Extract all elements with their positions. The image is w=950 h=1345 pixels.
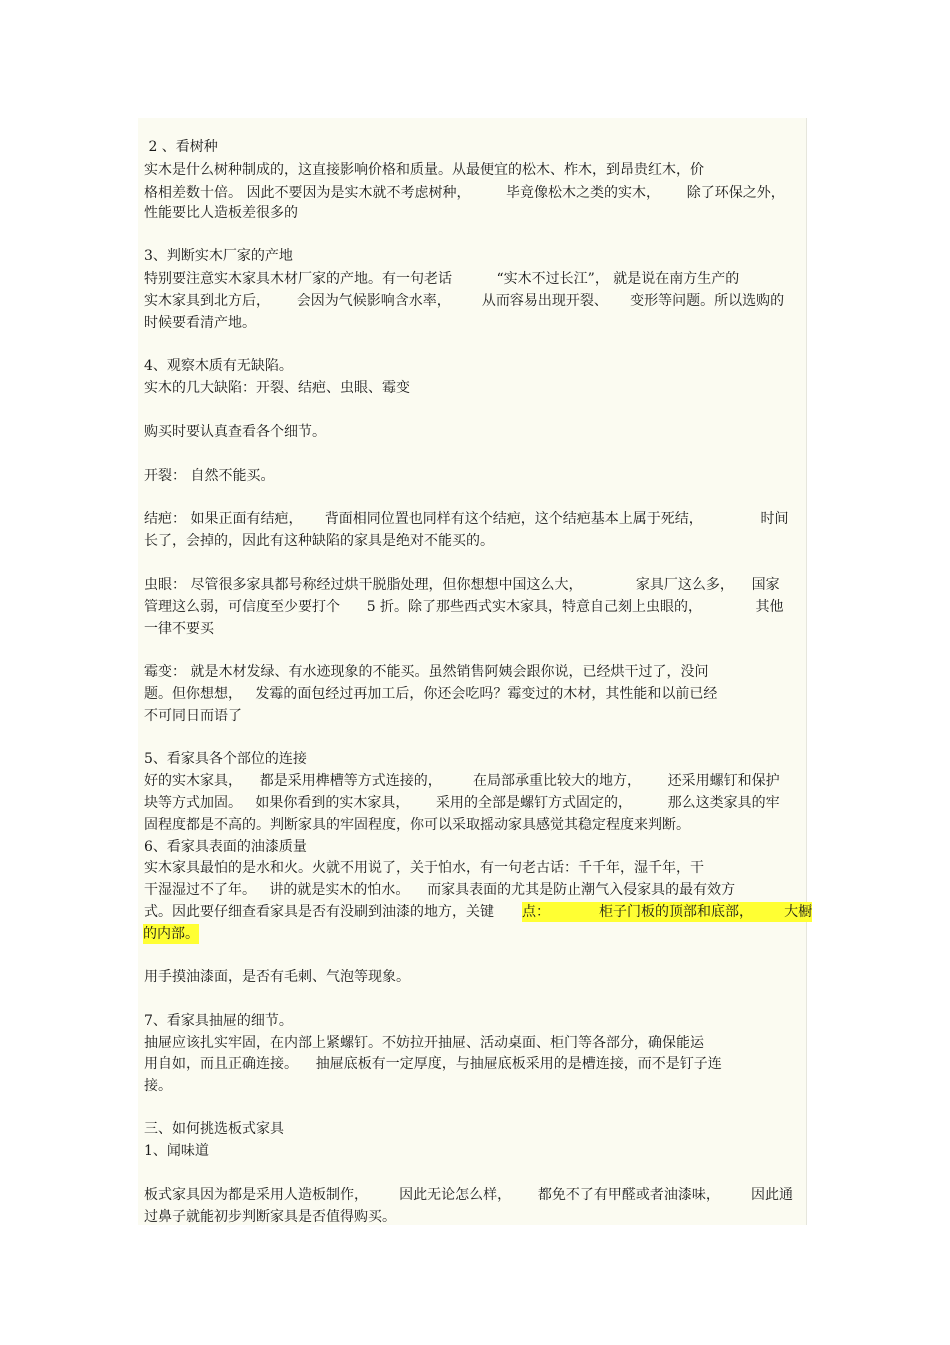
text-line: 1、闻味道 (144, 1143, 209, 1159)
highlighted-text: 点： 柜子门板的顶部和底部， 大橱 (522, 904, 813, 920)
text-line: 开裂： 自然不能买。 (144, 468, 275, 484)
text-line: 霉变： 就是木材发绿、有水迹现象的不能买。虽然销售阿姨会跟你说，已经烘干过了，没问 (144, 664, 709, 680)
text-line: 用自如，而且正确连接。 抽屉底板有一定厚度，与抽屉底板采用的是槽连接，而不是钉子连 (144, 1056, 722, 1072)
text-line: 特别要注意实木家具木材厂家的产地。有一句老话 “实木不过长江”， 就是说在南方生产的 (144, 271, 740, 287)
text-line: 性能要比人造板差很多的 (144, 205, 298, 221)
text-line: 时候要看清产地。 (144, 315, 256, 331)
text-line: 好的实木家具， 都是采用榫槽等方式连接的， 在局部承重比较大的地方， 还采用螺钉和保护 (144, 773, 780, 789)
text-line: 7、看家具抽屉的细节。 (144, 1013, 293, 1029)
text-line: 管理这么弱，可信度至少要打个 5 折。除了那些西式实木家具，特意自己刻上虫眼的， 其他 (144, 599, 784, 615)
text-line: 用手摸油漆面，是否有毛刺、气泡等现象。 (144, 969, 410, 985)
text-line: 三、如何挑选板式家具 (144, 1121, 284, 1137)
text-line: 实木家具最怕的是水和火。火就不用说了，关于怕水，有一句老古话：千千年，湿千年，干 (144, 860, 704, 876)
text-line: 实木家具到北方后， 会因为气候影响含水率， 从而容易出现开裂、 变形等问题。所以选购的 (144, 293, 785, 309)
text-line: 一律不要买 (144, 621, 214, 637)
text-line: 板式家具因为都是采用人造板制作， 因此无论怎么样， 都免不了有甲醛或者油漆味， 因此通 (144, 1187, 794, 1203)
text-line: 格相差数十倍。 因此不要因为是实木就不考虑树种， 毕竟像松木之类的实木， 除了环保之外， (144, 185, 785, 201)
text-line: 结疤： 如果正面有结疤， 背面相同位置也同样有这个结疤，这个结疤基本上属于死结， 时间 (144, 511, 789, 527)
text-line: 块等方式加固。 如果你看到的实木家具， 采用的全部是螺钉方式固定的， 那么这类家具的牢 (144, 795, 780, 811)
text-line: 接。 (144, 1078, 172, 1094)
text-line: 题。但你想想， 发霉的面包经过再加工后，你还会吃吗？霉变过的木材，其性能和以前已经 (144, 686, 718, 702)
text-line: 购买时要认真查看各个细节。 (144, 424, 326, 440)
text-line: 4、观察木质有无缺陷。 (144, 358, 293, 374)
text-line: 3、判断实木厂家的产地 (144, 248, 293, 264)
text-line: 固程度都是不高的。判断家具的牢固程度，你可以采取摇动家具感觉其稳定程度来判断。 (144, 817, 690, 833)
text-line: 不可同日而语了 (144, 708, 242, 724)
text-line: 抽屉应该扎实牢固，在内部上紧螺钉。不妨拉开抽屉、活动桌面、柜门等各部分，确保能运 (144, 1035, 704, 1051)
text-line: 长了，会掉的，因此有这种缺陷的家具是绝对不能买的。 (144, 533, 494, 549)
highlighted-text: 的内部。 (143, 926, 199, 942)
text-line: 实木是什么树种制成的，这直接影响价格和质量。从最便宜的松木、柞木，到昂贵红木，价 (144, 162, 704, 178)
text-line: 干湿湿过不了年。 讲的就是实木的怕水。 而家具表面的尤其是防止潮气入侵家具的最有效方 (144, 882, 736, 898)
text-line: 5、看家具各个部位的连接 (144, 751, 307, 767)
text-line: 过鼻子就能初步判断家具是否值得购买。 (144, 1209, 396, 1225)
text-line: 2 、看树种 (144, 139, 218, 155)
text-line: 实木的几大缺陷：开裂、结疤、虫眼、霉变 (144, 380, 410, 396)
text-line: 虫眼： 尽管很多家具都号称经过烘干脱脂处理，但你想想中国这么大， 家具厂这么多， 国家 (144, 577, 780, 593)
text-line: 式。因此要仔细查看家具是否有没刷到油漆的地方，关键 (144, 904, 494, 920)
text-line: 6、看家具表面的油漆质量 (144, 839, 307, 855)
